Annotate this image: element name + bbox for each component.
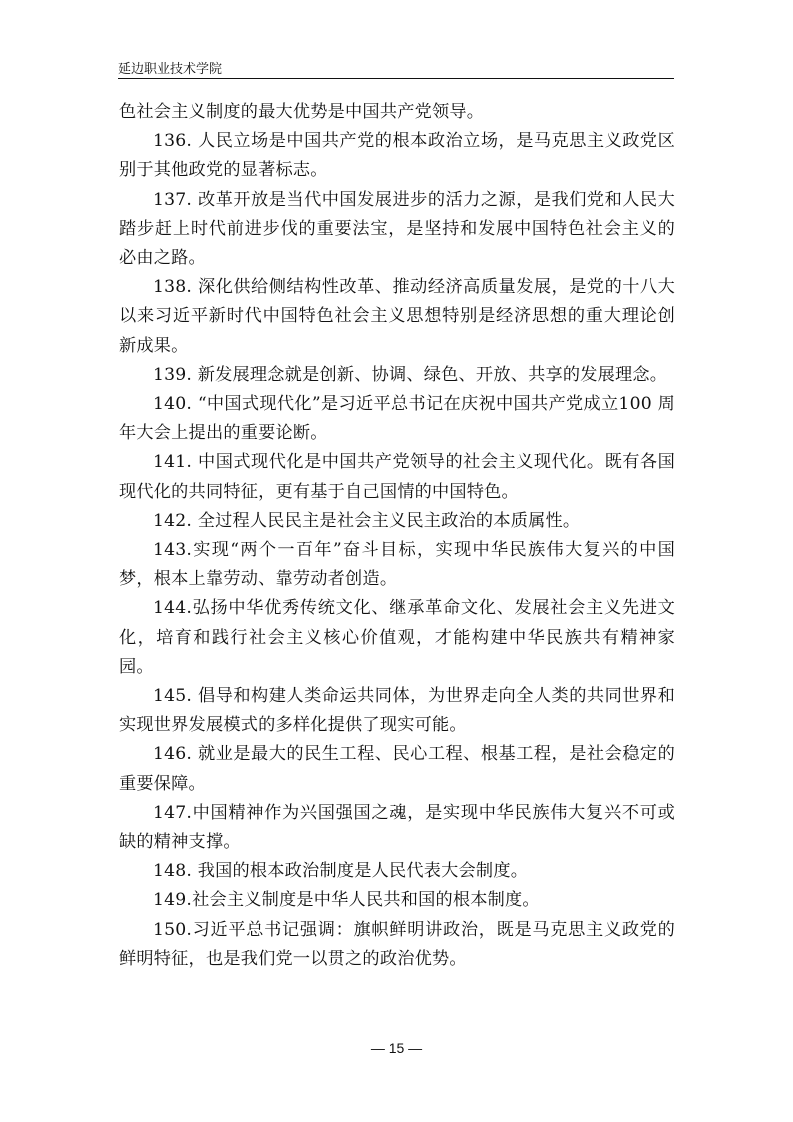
paragraph-139: 139. 新发展理念就是创新、协调、绿色、开放、共享的发展理念。 [153,364,668,385]
paragraph-147: 147.中国精神作为兴国强国之魂，是实现中华民族伟大复兴不可或缺的精神支撑。 [119,802,675,853]
document-body [119,98,675,974]
page-number: — 15 — [370,1040,423,1056]
paragraph-149: 149.社会主义制度是中华人民共和国的根本制度。 [153,890,540,911]
paragraph-144: 144.弘扬中华优秀传统文化、继承革命文化、发展社会主义先进文化，培育和践行社会主义核心价值观，才能构建中华民族共有精神家园。 [119,598,675,677]
paragraph-143: 143.实现“两个一百年”奋斗目标，实现中华民族伟大复兴的中国梦，根本上靠劳动、靠劳动者创造。 [119,540,675,590]
paragraph-150: 150.习近平总书记强调：旗帜鲜明讲政治，既是马克思主义政党的鲜明特征，也是我们党一以贯之的政治优势。 [119,919,675,969]
page-header [118,56,674,79]
header-title: 延边职业技术学院 [118,62,223,77]
paragraph-146: 146. 就业是最大的民生工程、民心工程、根基工程，是社会稳定的重要保障。 [119,744,675,794]
paragraph-145: 145. 倡导和构建人类命运共同体，为世界走向全人类的共同世界和实现世界发展模式的多样化提供了现实可能。 [119,686,675,736]
paragraph-137: 137. 改革开放是当代中国发展进步的活力之源，是我们党和人民大踏步赶上时代前进步伐的重要法宝，是坚持和发展中国特色社会主义的必由之路。 [119,189,675,269]
paragraph-136: 136. 人民立场是中国共产党的根本政治立场，是马克思主义政党区别于其他政党的显著标志。 [119,131,675,181]
paragraph-148: 148. 我国的根本政治制度是人民代表大会制度。 [153,861,529,882]
paragraph-142: 142. 全过程人民民主是社会主义民主政治的本质属性。 [153,510,581,531]
paragraph-140: 140. “中国式现代化”是习近平总书记在庆祝中国共产党成立100 周年大会上提出的重要论断。 [119,394,675,444]
paragraph-141: 141. 中国式现代化是中国共产党领导的社会主义现代化。既有各国现代化的共同特征，更有基于自己国情的中国特色。 [119,452,675,502]
paragraph-138: 138. 深化供给侧结构性改革、推动经济高质量发展，是党的十八大以来习近平新时代中国特色社会主义思想特别是经济思想的重大理论创新成果。 [119,277,675,356]
paragraph-continued: 色社会主义制度的最大优势是中国共产党领导。 [119,102,485,122]
